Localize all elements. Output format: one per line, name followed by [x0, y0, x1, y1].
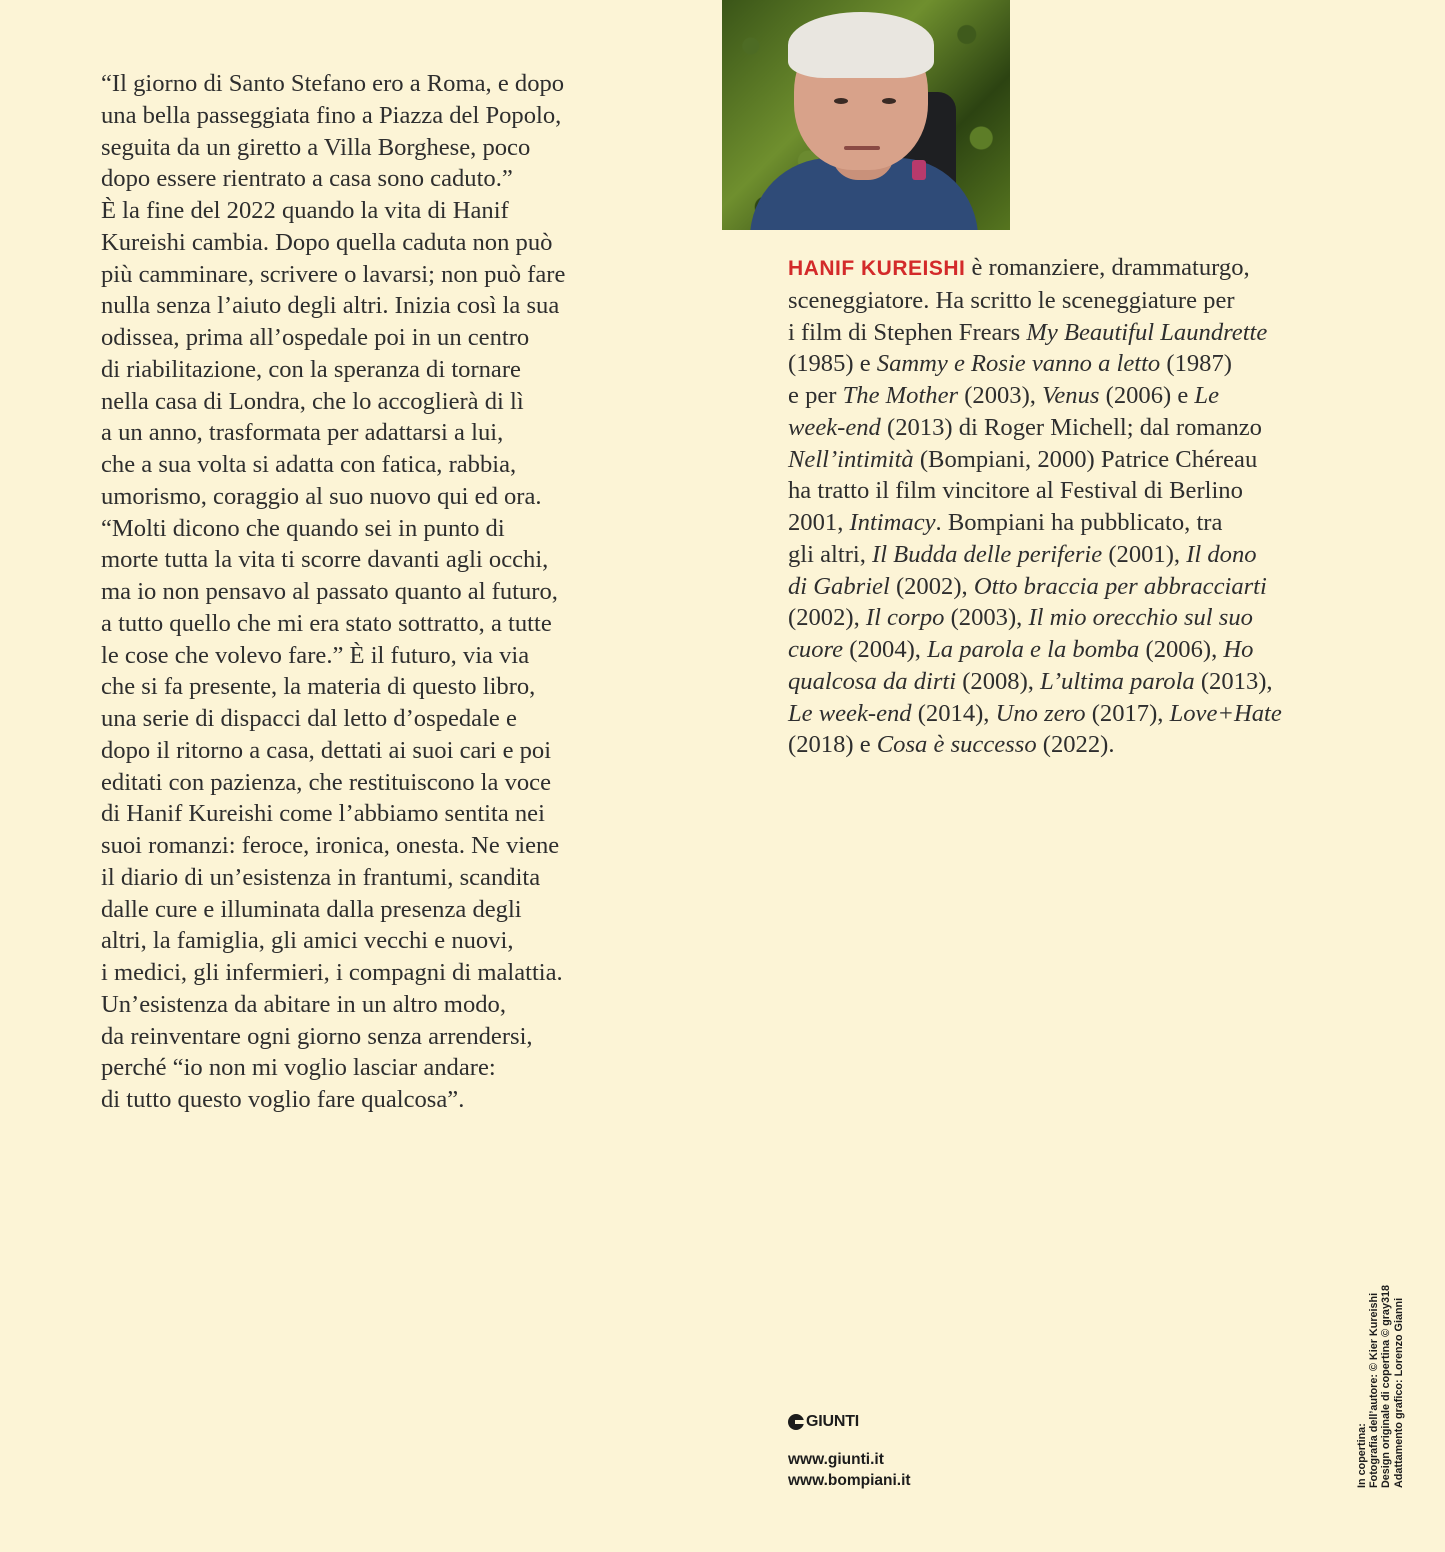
bio-text: (1985) e [788, 350, 877, 378]
bio-text: (2002), [889, 572, 974, 600]
bio-title: Il Budda delle periferie [872, 540, 1103, 568]
bio-text: (2006) e [1099, 382, 1195, 409]
blurb-line: È la fine del 2022 quando la vita di Hanif [101, 197, 509, 224]
bio-title: Il mio orecchio sul suo [1028, 604, 1253, 632]
bio-text: (2013) di Roger Michell; dal romanzo [880, 413, 1262, 441]
bio-line [788, 252, 1368, 285]
blurb-line: dopo il ritorno a casa, dettati ai suoi cari e poi [101, 736, 552, 764]
blurb-line: a tutto quello che mi era stato sottratto, a tutte [101, 609, 552, 637]
blurb-line: di Hanif Kureishi come l’abbiamo sentita nei [101, 800, 545, 828]
bio-text: (2003), [944, 604, 1029, 632]
bio-title: La parola e la bomba [927, 636, 1140, 663]
bio-line [788, 698, 1368, 730]
bio-title: Otto braccia per abbracciarti [973, 572, 1267, 600]
giunti-logo-text: GIUNTI [806, 1413, 860, 1430]
publisher-urls [788, 1449, 911, 1491]
bio-line [788, 412, 1368, 444]
bio-text: (2006), [1139, 636, 1224, 663]
bio-title: Love+Hate [1169, 699, 1282, 727]
blurb-line: editati con pazienza, che restituiscono la voce [101, 768, 552, 796]
bio-line [788, 317, 1368, 349]
bio-text: è romanziere, drammaturgo, [965, 254, 1250, 281]
bio-line [788, 507, 1368, 539]
credit-line: Fotografia dell’autore: © Kier Kureishi [1368, 1292, 1381, 1488]
bio-text: (2002), [788, 604, 866, 632]
bio-line [788, 634, 1368, 666]
blurb-line: umorismo, coraggio al suo nuovo qui ed ora. [101, 482, 542, 510]
blurb-line: da reinventare ogni giorno senza arrendersi, [101, 1022, 533, 1050]
blurb-line: che si fa presente, la materia di questo libro, [101, 673, 536, 701]
url-bompiani[interactable]: www.bompiani.it [788, 1472, 911, 1489]
bio-title: Ho [1223, 636, 1254, 663]
giunti-logo-icon [788, 1414, 804, 1430]
photo-eye-right [882, 98, 896, 104]
blurb-line: più camminare, scrivere o lavarsi; non può fare [101, 260, 566, 288]
bio-text: (2013), [1194, 667, 1273, 695]
bio-title: The Mother [842, 382, 959, 409]
url-giunti[interactable]: www.giunti.it [788, 1451, 884, 1468]
blurb-line: che a sua volta si adatta con fatica, rabbia, [101, 451, 517, 478]
bio-text: sceneggiatore. Ha scritto le sceneggiature per [788, 286, 1235, 314]
bio-text: ha tratto il film vincitore al Festival di Berlino [788, 477, 1243, 505]
blurb-line: i medici, gli infermieri, i compagni di malattia. [101, 959, 563, 986]
photo-mouth [844, 146, 880, 150]
bio-text: 2001, [788, 509, 850, 536]
bio-text: (Bompiani, 2000) Patrice Chéreau [913, 445, 1258, 473]
author-photo [722, 0, 1010, 230]
bio-line [788, 571, 1368, 603]
bio-title: Venus [1042, 382, 1100, 409]
bio-title: Sammy e Rosie vanno a letto [876, 350, 1161, 378]
blurb-line: Un’esistenza da abitare in un altro modo, [101, 990, 506, 1018]
bio-title: L’ultima parola [1040, 667, 1195, 695]
bio-text: (2018) e [788, 731, 877, 759]
bio-text: e per [788, 382, 843, 409]
blurb-line: a un anno, trasformata per adattarsi a lui, [101, 419, 504, 447]
back-cover-blurb [101, 68, 661, 1116]
blurb-line: il diario di un’esistenza in frantumi, scandita [101, 863, 541, 891]
cover-credits [1356, 1285, 1405, 1488]
blurb-line: dopo essere rientrato a casa sono caduto.” [101, 165, 513, 193]
blurb-line: Kureishi cambia. Dopo quella caduta non può [101, 228, 553, 256]
bio-line [788, 285, 1368, 317]
bio-line [788, 444, 1368, 476]
bio-text: i film di Stephen Frears [788, 318, 1027, 346]
photo-hair [788, 12, 934, 78]
bio-text: (2014), [911, 699, 996, 727]
publisher-block [788, 1413, 911, 1491]
bio-text: . Bompiani ha pubblicato, tra [935, 509, 1223, 536]
blurb-line: perché “io non mi voglio lasciar andare: [101, 1054, 496, 1082]
bio-title: Il dono [1186, 540, 1257, 568]
bio-title: Uno zero [995, 699, 1086, 727]
bio-line [788, 666, 1368, 698]
credit-line: In copertina: [1356, 1423, 1368, 1488]
blurb-line: una serie di dispacci dal letto d’ospedale e [101, 705, 517, 732]
bio-title: qualcosa da dirti [788, 667, 957, 695]
bio-line [788, 475, 1368, 507]
blurb-line: suoi romanzi: feroce, ironica, onesta. Ne viene [101, 832, 560, 859]
bio-text: (2017), [1085, 699, 1170, 727]
blurb-line: nella casa di Londra, che lo accoglierà di lì [101, 387, 524, 415]
bio-text: (2004), [843, 636, 928, 663]
bio-title: Le [1194, 382, 1220, 409]
bio-title: Intimacy [849, 509, 936, 536]
bio-line [788, 348, 1368, 380]
giunti-logo [788, 1413, 911, 1431]
bio-text: (2008), [956, 667, 1041, 695]
credit-line: Adattamento grafico: Lorenzo Gianni [1392, 1297, 1405, 1488]
blurb-line: una bella passeggiata fino a Piazza del Popolo, [101, 101, 562, 129]
photo-eye-left [834, 98, 848, 104]
bio-title: week-end [788, 413, 881, 441]
bio-title: di Gabriel [788, 572, 890, 600]
bio-line [788, 729, 1368, 761]
author-name: HANIF KUREISHI [788, 257, 966, 280]
bio-title: Nell’intimità [788, 445, 914, 473]
blurb-line: seguita da un giretto a Villa Borghese, poco [101, 133, 531, 161]
blurb-line: dalle cure e illuminata dalla presenza degli [101, 895, 522, 923]
photo-collar [912, 160, 926, 180]
blurb-line: le cose che volevo fare.” È il futuro, via via [101, 641, 530, 669]
bio-text: (2001), [1102, 540, 1187, 568]
blurb-line: ma io non pensavo al passato quanto al futuro, [101, 578, 558, 605]
bio-text: gli altri, [788, 540, 873, 568]
bio-title: Il corpo [865, 604, 945, 632]
blurb-line: di riabilitazione, con la speranza di tornare [101, 355, 521, 383]
bio-line [788, 602, 1368, 634]
blurb-line: morte tutta la vita ti scorre davanti agli occhi, [101, 546, 549, 574]
bio-title: Le week-end [788, 699, 912, 727]
author-bio [788, 252, 1368, 761]
bio-title: My Beautiful Laundrette [1026, 318, 1268, 346]
bio-text: (2022). [1036, 731, 1115, 759]
blurb-line: nulla senza l’aiuto degli altri. Inizia così la sua [101, 292, 560, 320]
bio-text: (1987) [1160, 350, 1232, 378]
bio-text: (2003), [958, 382, 1043, 409]
bio-title: Cosa è successo [876, 731, 1037, 759]
blurb-line: di tutto questo voglio fare qualcosa”. [101, 1086, 465, 1113]
bio-line [788, 380, 1368, 412]
blurb-line: altri, la famiglia, gli amici vecchi e nuovi, [101, 927, 514, 955]
blurb-line: “Il giorno di Santo Stefano ero a Roma, e dopo [101, 70, 565, 97]
credit-line: Design originale di copertina © gray318 [1380, 1285, 1393, 1488]
bio-line [788, 539, 1368, 571]
blurb-line: odissea, prima all’ospedale poi in un centro [101, 324, 530, 351]
bio-title: cuore [788, 636, 844, 663]
blurb-line: “Molti dicono che quando sei in punto di [101, 514, 505, 542]
